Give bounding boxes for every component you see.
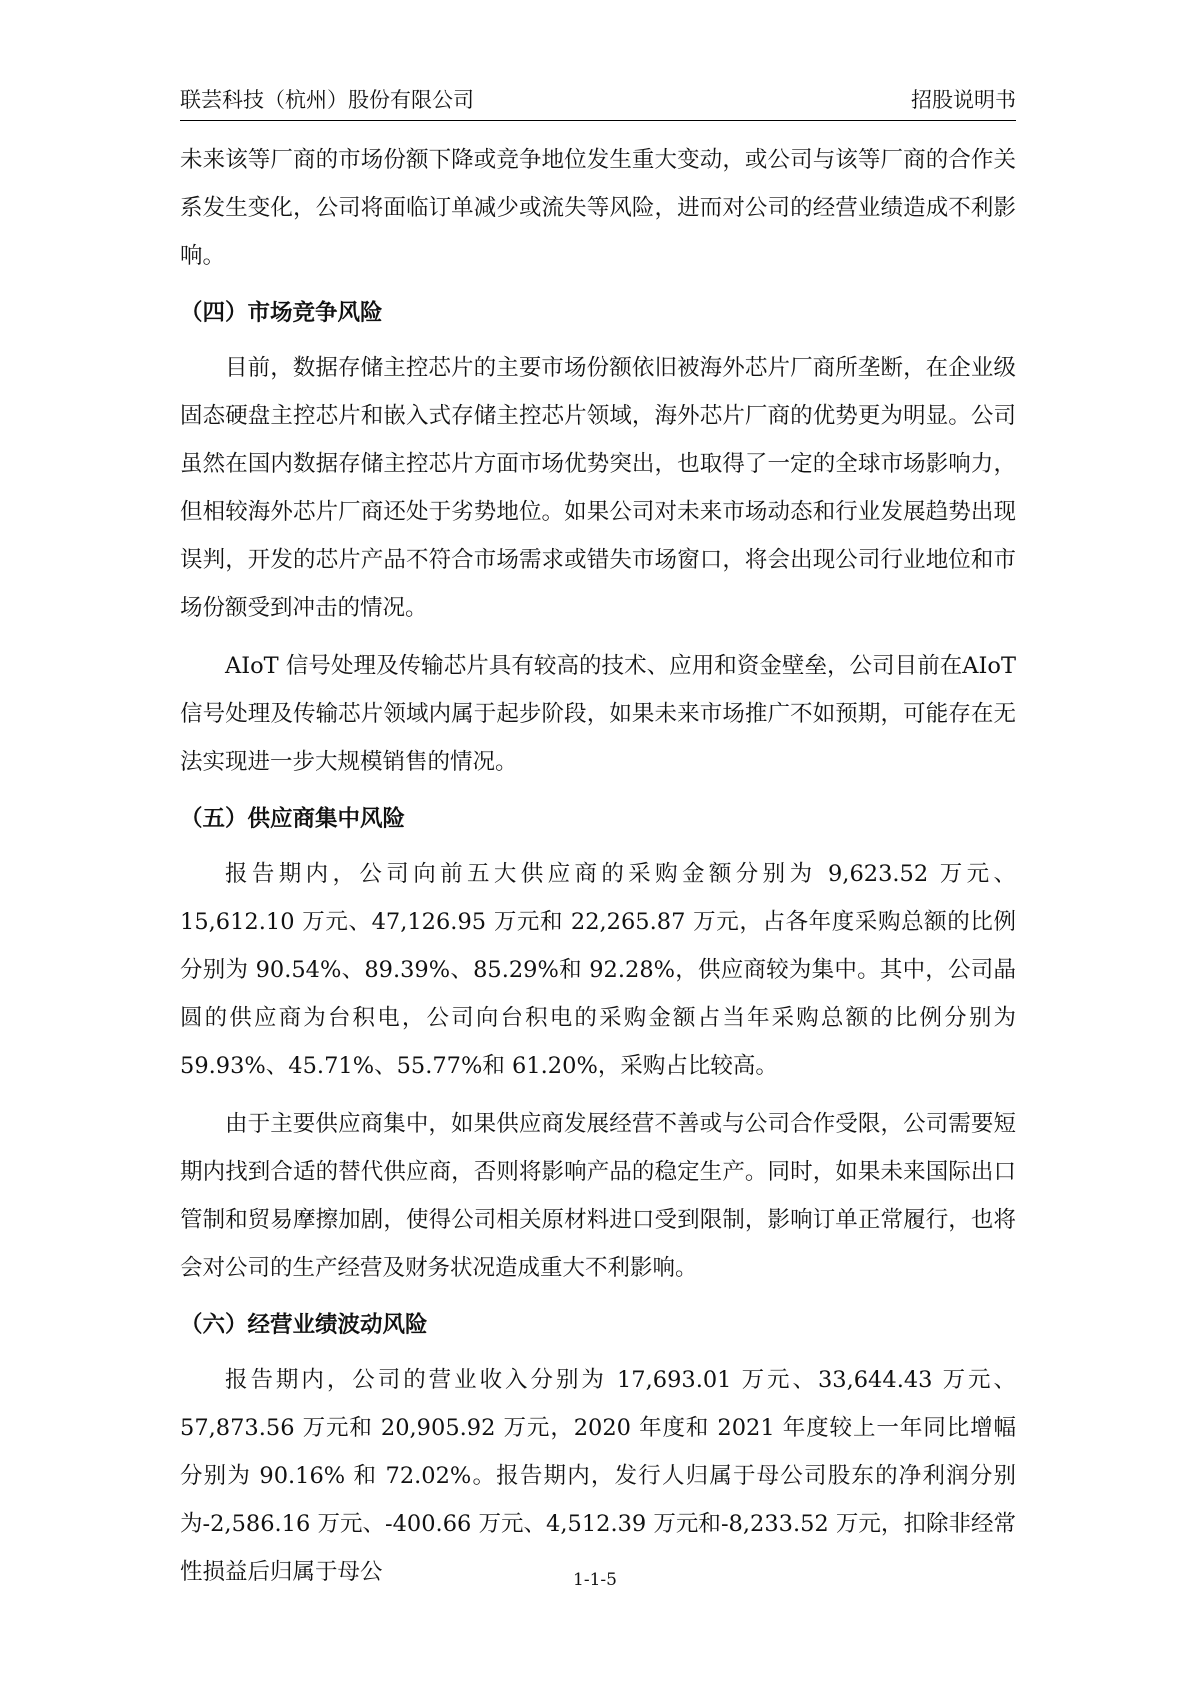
section-heading-performance-volatility: （六）经营业绩波动风险 (180, 1312, 428, 1338)
document-type: 招股说明书 (911, 88, 1016, 112)
company-name: 联芸科技（杭州）股份有限公司 (180, 88, 474, 112)
section-heading-supplier-concentration: （五）供应商集中风险 (180, 806, 406, 832)
document-body (180, 136, 1016, 1606)
page-number: 1-1-5 (573, 1570, 617, 1590)
paragraph-market-competition-2: AIoT 信号处理及传输芯片具有较高的技术、应用和资金壁垒，公司目前在AIoT 信号处理及传输芯片领域内属于起步阶段，如果未来市场推广不如预期，可能存在无法实现进一步大规模销售的情况。 (180, 653, 1016, 775)
section-heading-market-competition: （四）市场竞争风险 (180, 300, 383, 326)
paragraph-supplier-concentration-2: 由于主要供应商集中，如果供应商发展经营不善或与公司合作受限，公司需要短期内找到合适的替代供应商，否则将影响产品的稳定生产。同时，如果未来国际出口管制和贸易摩擦加剧，使得公司相关原材料进口受到限制，影响订单正常履行，也将会对公司的生产经营及财务状况造成重大不利影响。 (180, 1111, 1016, 1281)
paragraph-performance-volatility-1: 报告期内，公司的营业收入分别为 17,693.01 万元、33,644.43 万元、57,873.56 万元和 20,905.92 万元，2020 年度和 2021 年度较上一年同比增幅分别为 90.16% 和 72.02%。报告期内，发行人归属于母公司股东的净利润分别为-2,586.16 万元、-400.66 万元、4,512.39 万元和-8,233.52 万元，扣除非经常性损益后归属于母公 (180, 1367, 1016, 1585)
paragraph-supplier-concentration-1: 报告期内，公司向前五大供应商的采购金额分别为 9,623.52 万元、15,612.10 万元、47,126.95 万元和 22,265.87 万元，占各年度采购总额的比例分别为 90.54%、89.39%、85.29%和 92.28%，供应商较为集中。其中，公司晶圆的供应商为台积电，公司向台积电的采购金额占当年采购总额的比例分别为 59.93%、45.71%、55.77%和 61.20%，采购占比较高。 (180, 861, 1016, 1079)
page-header (180, 84, 1016, 121)
paragraph-market-competition-1: 目前，数据存储主控芯片的主要市场份额依旧被海外芯片厂商所垄断，在企业级固态硬盘主控芯片和嵌入式存储主控芯片领域，海外芯片厂商的优势更为明显。公司虽然在国内数据存储主控芯片方面市场优势突出，也取得了一定的全球市场影响力，但相较海外芯片厂商还处于劣势地位。如果公司对未来市场动态和行业发展趋势出现误判，开发的芯片产品不符合市场需求或错失市场窗口，将会出现公司行业地位和市场份额受到冲击的情况。 (180, 355, 1016, 621)
paragraph-continuation: 未来该等厂商的市场份额下降或竞争地位发生重大变动，或公司与该等厂商的合作关系发生变化，公司将面临订单减少或流失等风险，进而对公司的经营业绩造成不利影响。 (180, 147, 1016, 269)
